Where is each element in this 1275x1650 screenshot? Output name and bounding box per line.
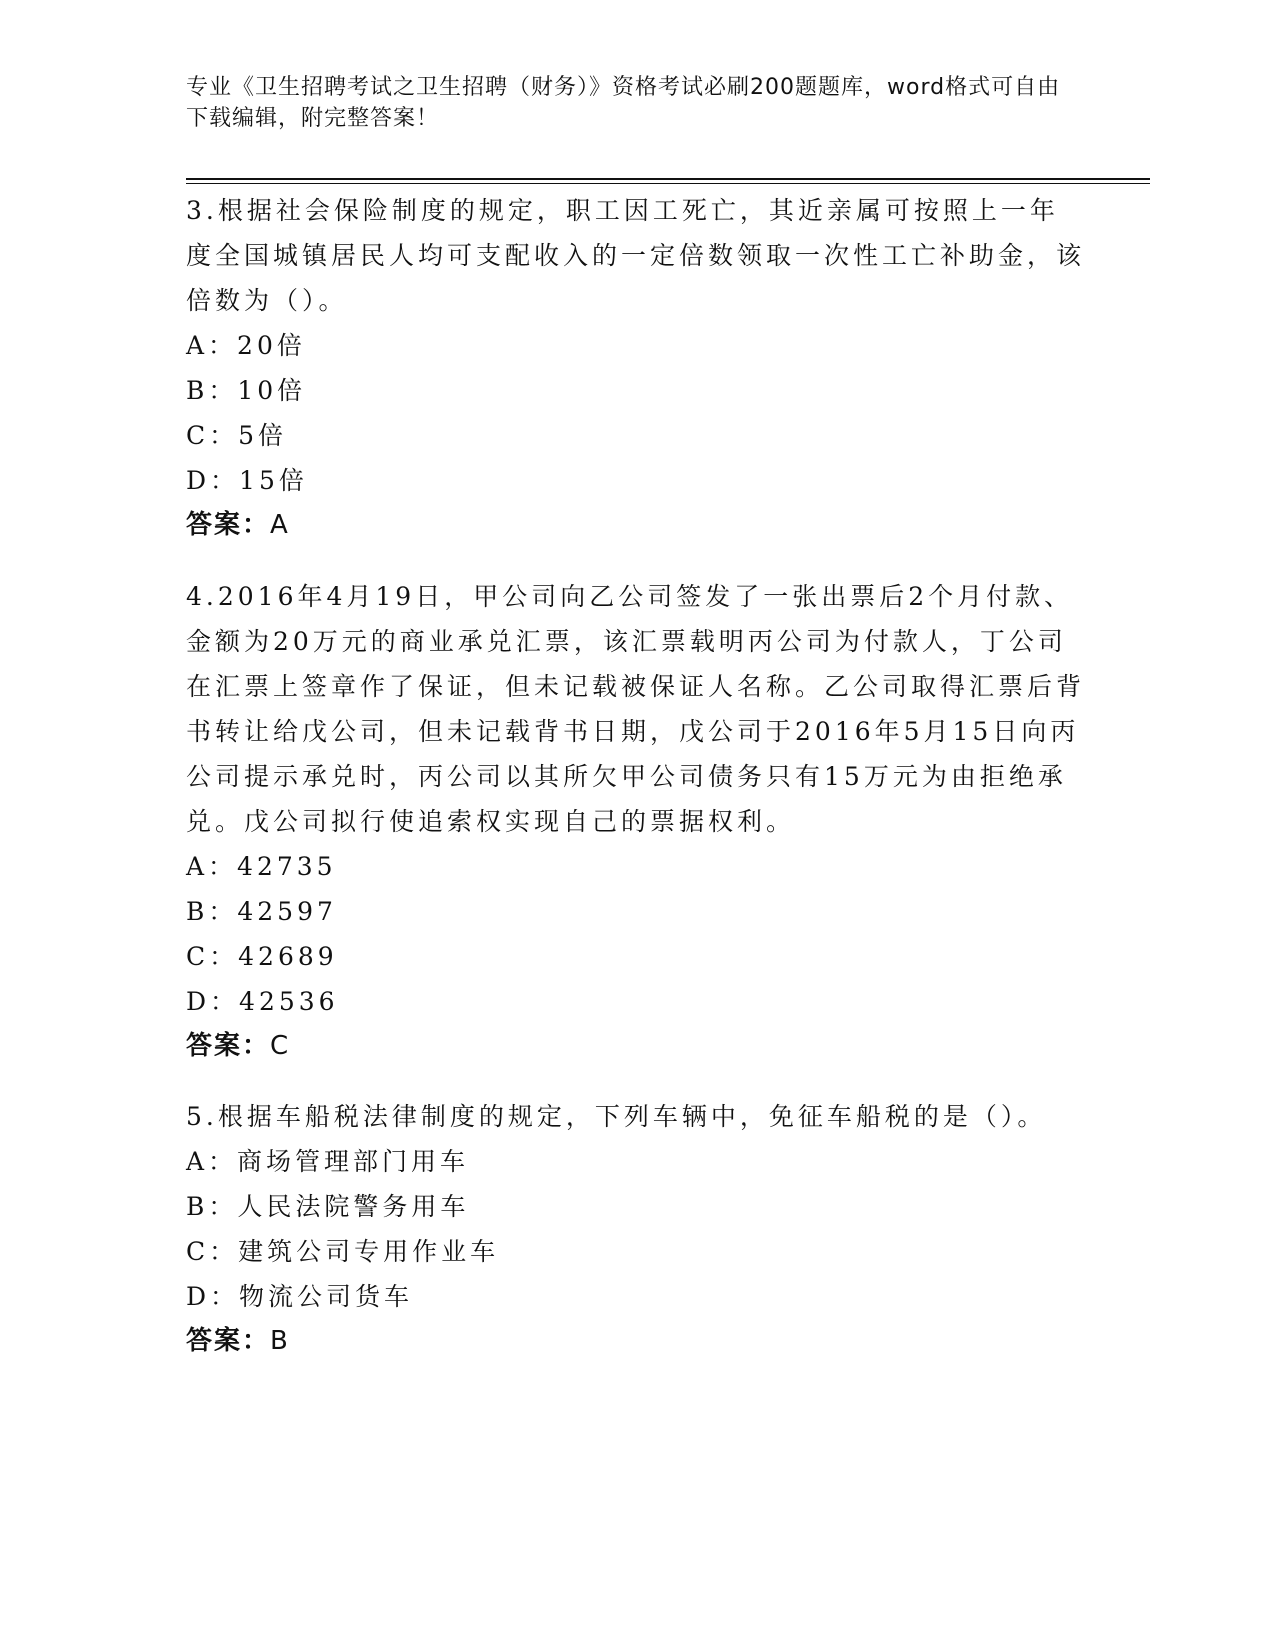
option-b: B：10倍	[186, 376, 307, 405]
question-5	[186, 1094, 1086, 1364]
option-c: C：42689	[186, 942, 338, 971]
answer-value: C	[270, 1031, 291, 1061]
option-a: A：20倍	[186, 331, 306, 360]
answer-value: A	[270, 510, 290, 540]
option-c: C：建筑公司专用作业车	[186, 1237, 500, 1266]
answer-label: 答案：	[186, 1031, 271, 1061]
option-d: D：15倍	[186, 466, 308, 495]
header-divider-thin	[186, 183, 1150, 184]
question-4	[186, 574, 1086, 1069]
header-divider-thick	[186, 178, 1150, 180]
answer-label: 答案：	[186, 510, 271, 540]
question-stem: 3.根据社会保险制度的规定，职工因工死亡，其近亲属可按照上一年度全国城镇居民人均可支配收入的一定倍数领取一次性工亡补助金，该倍数为（）。	[186, 196, 1086, 315]
answer-line	[186, 503, 1086, 548]
question-stem: 4.2016年4月19日，甲公司向乙公司签发了一张出票后2个月付款、金额为20万元的商业承兑汇票，该汇票载明丙公司为付款人，丁公司在汇票上签章作了保证，但未记载被保证人名称。乙公司取得汇票后背书转让给戊公司，但未记载背书日期，戊公司于2016年5月15日向丙公司提示承兑时，丙公司以其所欠甲公司债务只有15万元为由拒绝承兑。戊公司拟行使追索权实现自己的票据权利。	[186, 582, 1086, 836]
answer-label: 答案：	[186, 1326, 271, 1356]
option-a: A：商场管理部门用车	[186, 1147, 470, 1176]
option-c: C：5倍	[186, 421, 288, 450]
option-b: B：人民法院警务用车	[186, 1192, 470, 1221]
option-d: D：物流公司货车	[186, 1282, 414, 1311]
answer-line	[186, 1319, 1086, 1364]
option-d: D：42536	[186, 987, 339, 1016]
option-b: B：42597	[186, 897, 337, 926]
option-a: A：42735	[186, 852, 337, 881]
question-stem: 5.根据车船税法律制度的规定，下列车辆中，免征车船税的是（）。	[186, 1102, 1047, 1131]
question-3	[186, 188, 1086, 548]
answer-value: B	[270, 1326, 290, 1356]
answer-line	[186, 1024, 1086, 1069]
document-header: 专业《卫生招聘考试之卫生招聘（财务）》资格考试必刷200题题库，word格式可自由下载编辑，附完整答案！	[186, 75, 1061, 131]
